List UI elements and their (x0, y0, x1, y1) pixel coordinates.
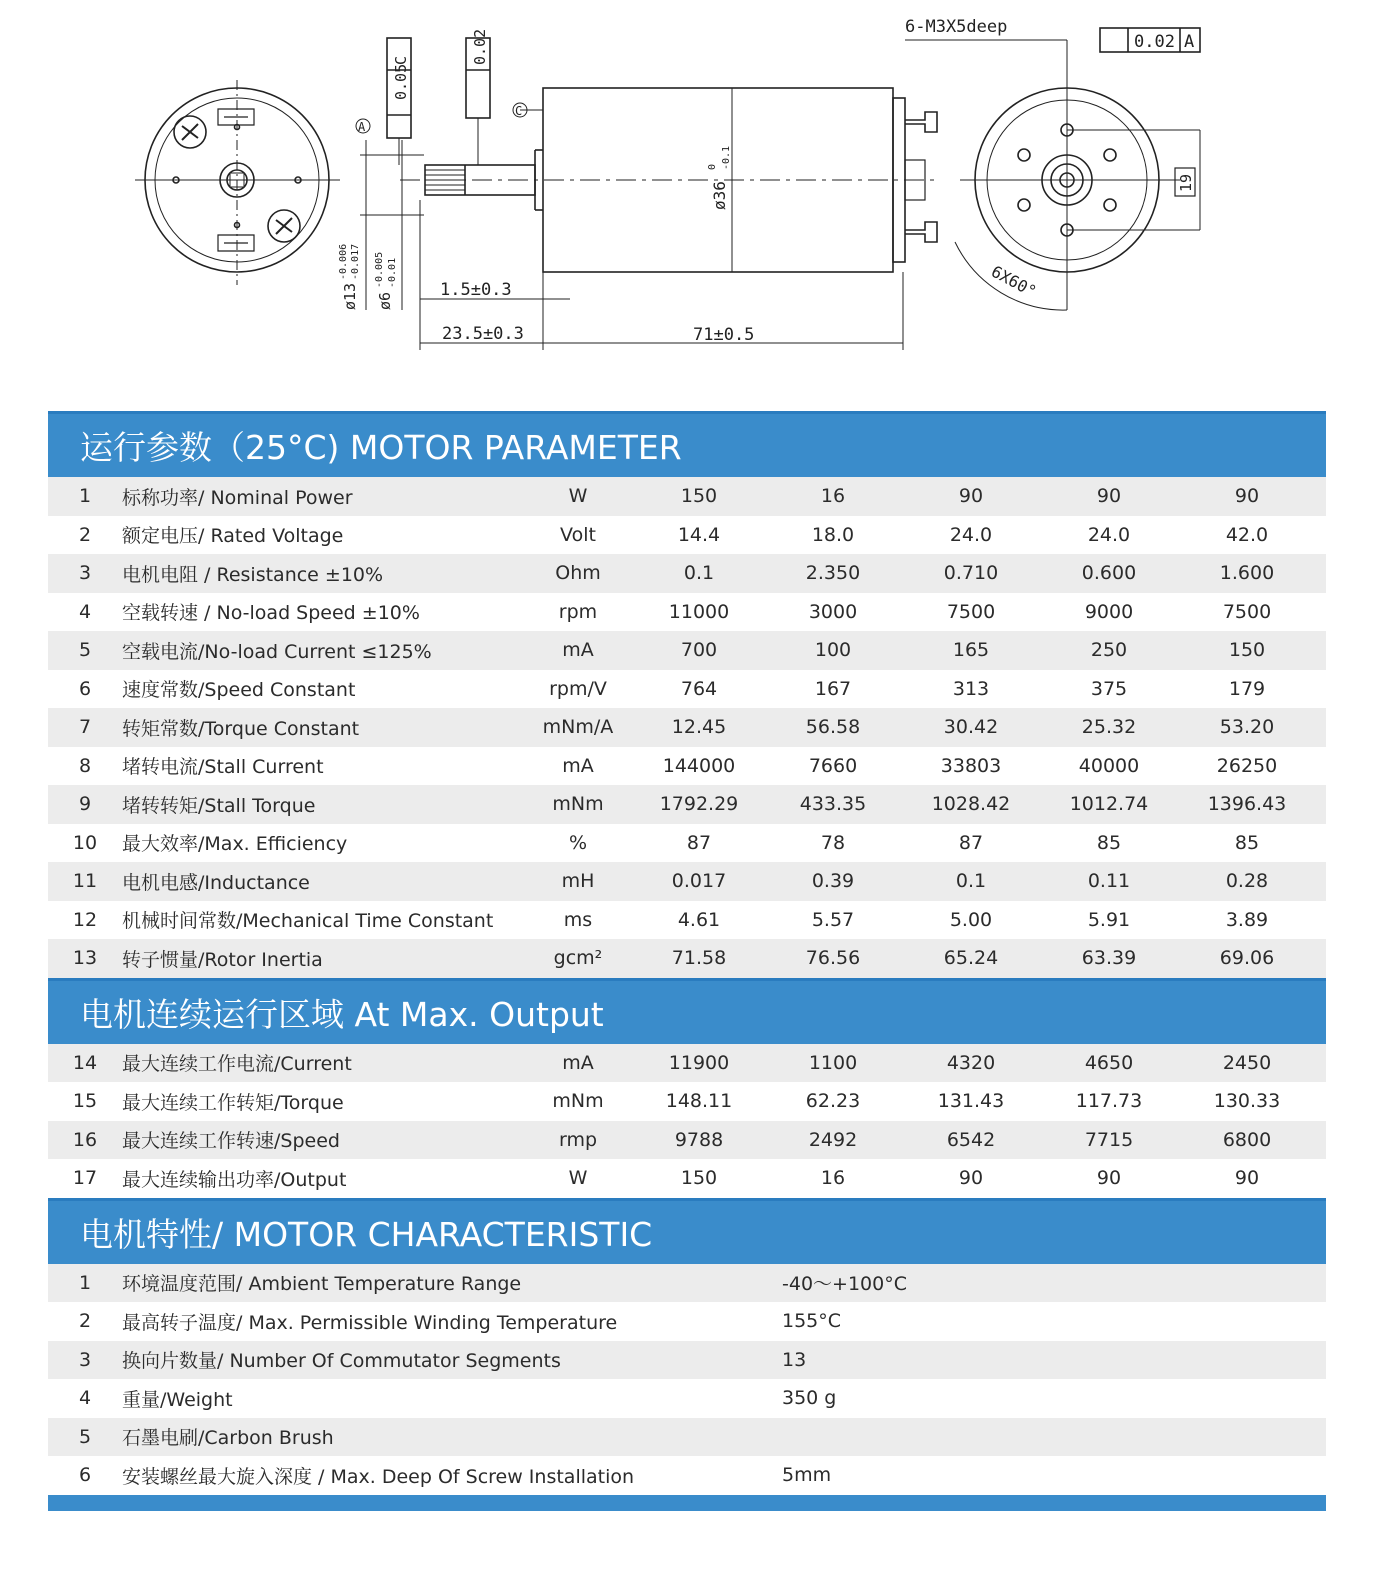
row-value: 350 g (782, 1387, 837, 1410)
row-value: 375 (1090, 677, 1128, 700)
dia-13-label: ø13 (341, 282, 359, 310)
row-value: 12.45 (671, 716, 727, 739)
row-unit: Ohm (555, 562, 601, 585)
row-value: 3000 (808, 600, 858, 623)
row-value: 14.4 (677, 523, 721, 546)
row-value: 40000 (1078, 754, 1140, 777)
row-value: 62.23 (805, 1090, 861, 1113)
row-value: 4320 (946, 1051, 996, 1074)
row-value: 24.0 (1087, 523, 1131, 546)
row-name: 空载电流/No-load Current ≤125% (122, 640, 432, 663)
motor-characteristic-header: 电机特性/ MOTOR CHARACTERISTIC (48, 1198, 1326, 1264)
row-name: 标称功率/ Nominal Power (122, 486, 353, 509)
row-value: 7500 (1222, 600, 1272, 623)
row-value: 63.39 (1081, 947, 1137, 970)
row-value: 9000 (1084, 600, 1134, 623)
table-row (48, 1082, 1326, 1121)
row-value: 131.43 (937, 1090, 1005, 1113)
row-number: 2 (78, 523, 92, 546)
motor-technical-drawing (120, 10, 1250, 360)
row-value: 0.11 (1087, 870, 1131, 893)
row-value: 13 (782, 1348, 807, 1371)
row-value: 179 (1228, 677, 1266, 700)
row-value: 78 (820, 831, 846, 854)
row-value: 11000 (668, 600, 730, 623)
row-unit: rpm (558, 600, 598, 623)
row-value: 7715 (1084, 1128, 1134, 1151)
row-name: 堵转电流/Stall Current (122, 756, 324, 779)
motor-parameter-rows (48, 477, 1326, 978)
datum-c-box-label: C (392, 55, 410, 65)
row-unit: mNm (552, 1090, 604, 1113)
row-value: 155°C (782, 1310, 842, 1333)
row-value: 1792.29 (659, 793, 739, 816)
row-name: 堵转转矩/Stall Torque (122, 794, 316, 817)
row-value: 2450 (1222, 1051, 1272, 1074)
row-number: 6 (78, 677, 92, 700)
datum-a-label: A (1184, 32, 1195, 52)
row-value: 90 (1096, 485, 1122, 508)
table-row (48, 747, 1326, 786)
row-value: 433.35 (799, 793, 867, 816)
row-value: 90 (958, 485, 984, 508)
row-value: 69.06 (1219, 947, 1275, 970)
row-value: 2.350 (805, 562, 861, 585)
table-row (48, 1121, 1326, 1160)
row-value: 90 (1234, 1167, 1260, 1190)
row-unit: mNm/A (542, 716, 614, 739)
row-number: 3 (78, 562, 92, 585)
table-row (48, 939, 1326, 978)
row-value: 18.0 (811, 523, 855, 546)
row-value: 30.42 (943, 716, 999, 739)
row-value: 2492 (808, 1128, 858, 1151)
row-unit: rmp (558, 1128, 598, 1151)
row-name: 最大连续工作转矩/Torque (122, 1091, 344, 1114)
row-value: 3.89 (1225, 908, 1269, 931)
row-value: 0.017 (671, 870, 727, 893)
row-value: 150 (680, 485, 718, 508)
row-value: 90 (1096, 1167, 1122, 1190)
row-number: 17 (72, 1167, 98, 1190)
row-value: 0.1 (683, 562, 715, 585)
row-value: 7660 (808, 754, 858, 777)
row-number: 15 (72, 1090, 98, 1113)
row-number: 7 (78, 716, 92, 739)
row-value: 87 (686, 831, 712, 854)
table-row (48, 785, 1326, 824)
row-value: 0.710 (943, 562, 999, 585)
motor-characteristic-rows (48, 1264, 1326, 1495)
table-row (48, 708, 1326, 747)
row-value: 6800 (1222, 1128, 1272, 1151)
body-diameter-label: ø36 (710, 181, 729, 210)
row-value: 9788 (674, 1128, 724, 1151)
row-value: 71.58 (671, 947, 727, 970)
row-value: 1012.74 (1069, 793, 1149, 816)
row-value: 0.39 (811, 870, 855, 893)
row-value: 90 (1234, 485, 1260, 508)
row-name: 额定电压/ Rated Voltage (122, 525, 344, 548)
table-row (48, 1456, 1326, 1495)
row-value: 90 (958, 1167, 984, 1190)
row-number: 5 (78, 1425, 92, 1448)
row-value: 53.20 (1219, 716, 1275, 739)
footer-bar (48, 1495, 1326, 1511)
row-value: 167 (814, 677, 852, 700)
dia-13-tol-up: -0.006 (338, 243, 349, 280)
dia-6-tol-up: -0.005 (374, 251, 385, 288)
row-unit: mA (562, 1051, 594, 1074)
row-name: 电机电感/Inductance (122, 871, 310, 894)
row-value: 16 (820, 485, 846, 508)
row-value: 5mm (782, 1464, 832, 1487)
row-name: 空载转速 / No-load Speed ±10% (122, 602, 420, 625)
row-number: 13 (72, 947, 98, 970)
row-value: 130.33 (1213, 1090, 1281, 1113)
row-name: 重量/Weight (122, 1388, 233, 1411)
table-row (48, 670, 1326, 709)
row-value: 5.57 (811, 908, 855, 931)
row-number: 4 (78, 1387, 92, 1410)
row-name: 最大连续输出功率/Output (122, 1168, 347, 1191)
datum-c-mark: C (515, 104, 523, 118)
max-output-header: 电机连续运行区域 At Max. Output (48, 978, 1326, 1044)
row-value: 4650 (1084, 1051, 1134, 1074)
row-value: 11900 (668, 1051, 730, 1074)
row-unit: W (568, 485, 588, 508)
row-value: 0.600 (1081, 562, 1137, 585)
dim-19-label: 19 (1177, 173, 1195, 192)
row-name: 环境温度范围/ Ambient Temperature Range (122, 1273, 522, 1296)
row-name: 转子惯量/Rotor Inertia (122, 948, 323, 971)
row-value: 7500 (946, 600, 996, 623)
row-value: 1.600 (1219, 562, 1275, 585)
table-row (48, 593, 1326, 632)
table-row (48, 1341, 1326, 1380)
row-number: 16 (72, 1128, 98, 1151)
row-name: 安装螺丝最大旋入深度 / Max. Deep Of Screw Installation (122, 1465, 635, 1488)
row-unit: mA (562, 639, 594, 662)
row-unit: ms (563, 908, 593, 931)
body-diameter-tol-low: -0.1 (721, 145, 732, 170)
row-value: 33803 (940, 754, 1002, 777)
row-name: 电机电阻 / Resistance ±10% (122, 563, 384, 586)
row-value: 5.00 (949, 908, 993, 931)
row-name: 石墨电刷/Carbon Brush (122, 1427, 334, 1450)
row-unit: gcm² (553, 947, 603, 970)
row-number: 8 (78, 754, 92, 777)
row-number: 9 (78, 793, 92, 816)
row-value: 5.91 (1087, 908, 1131, 931)
table-row (48, 1044, 1326, 1083)
thread-label: 6-M3X5deep (905, 17, 1008, 37)
row-number: 2 (78, 1310, 92, 1333)
row-value: 56.58 (805, 716, 861, 739)
table-row (48, 1379, 1326, 1418)
row-unit: mH (561, 870, 595, 893)
row-value: 6542 (946, 1128, 996, 1151)
table-row (48, 1418, 1326, 1457)
row-number: 1 (78, 485, 92, 508)
row-value: 26250 (1216, 754, 1278, 777)
row-name: 换向片数量/ Number Of Commutator Segments (122, 1350, 561, 1373)
row-unit: W (568, 1167, 588, 1190)
row-value: 100 (814, 639, 852, 662)
spec-table (48, 411, 1326, 1511)
row-value: 117.73 (1075, 1090, 1143, 1113)
row-value: 85 (1234, 831, 1260, 854)
motor-parameter-header: 运行参数（25°C) MOTOR PARAMETER (48, 411, 1326, 477)
max-output-rows (48, 1044, 1326, 1198)
table-row (48, 477, 1326, 516)
row-value: 1028.42 (931, 793, 1011, 816)
row-value: 0.1 (955, 870, 987, 893)
dim-1-5-label: 1.5±0.3 (440, 280, 512, 300)
table-row (48, 824, 1326, 863)
row-value: 150 (680, 1167, 718, 1190)
dim-71-label: 71±0.5 (693, 325, 755, 345)
row-value: 4.61 (677, 908, 721, 931)
position-tolerance-label: 0.02 (1134, 32, 1175, 52)
row-unit: rpm/V (549, 677, 607, 700)
row-value: 25.32 (1081, 716, 1137, 739)
row-value: 1100 (808, 1051, 858, 1074)
row-number: 5 (78, 639, 92, 662)
row-value: 148.11 (665, 1090, 733, 1113)
row-name: 机械时间常数/Mechanical Time Constant (122, 910, 494, 933)
row-number: 6 (78, 1464, 92, 1487)
table-row (48, 631, 1326, 670)
dia-6-tol-low: -0.01 (387, 257, 398, 288)
row-value: 313 (952, 677, 990, 700)
row-value: 764 (680, 677, 718, 700)
table-row (48, 862, 1326, 901)
table-row (48, 1264, 1326, 1303)
row-name: 转矩常数/Torque Constant (122, 717, 360, 740)
row-value: 85 (1096, 831, 1122, 854)
row-value: 65.24 (943, 947, 999, 970)
row-value: 76.56 (805, 947, 861, 970)
row-unit: % (568, 831, 588, 854)
angle-label: 6X60° (988, 261, 1040, 302)
datum-a-mark: A (358, 120, 366, 134)
row-number: 1 (78, 1271, 92, 1294)
row-value: 250 (1090, 639, 1128, 662)
runout-label: 0.02 (471, 28, 489, 65)
row-unit: mA (562, 754, 594, 777)
row-value: 150 (1228, 639, 1266, 662)
perpendicularity-label: 0.05 (392, 63, 410, 100)
row-unit: Volt (560, 523, 596, 546)
dia-6-label: ø6 (376, 291, 394, 310)
row-name: 最大连续工作转速/Speed (122, 1130, 340, 1153)
body-diameter-tol-up: 0 (707, 163, 718, 170)
table-row (48, 1302, 1326, 1341)
row-value: 165 (952, 639, 990, 662)
row-number: 12 (72, 908, 98, 931)
row-value: 700 (680, 639, 718, 662)
row-number: 11 (72, 870, 98, 893)
row-value: 24.0 (949, 523, 993, 546)
row-number: 10 (72, 831, 98, 854)
table-row (48, 554, 1326, 593)
row-value: -40～+100°C (782, 1273, 907, 1296)
row-number: 14 (72, 1051, 98, 1074)
row-number: 4 (78, 600, 92, 623)
row-value: 87 (958, 831, 984, 854)
dim-23-5-label: 23.5±0.3 (442, 324, 524, 344)
row-value: 0.28 (1225, 870, 1269, 893)
row-name: 最大连续工作电流/Current (122, 1053, 352, 1076)
row-name: 最高转子温度/ Max. Permissible Winding Temperature (122, 1311, 618, 1334)
row-value: 1396.43 (1207, 793, 1287, 816)
row-value: 144000 (662, 754, 736, 777)
row-name: 速度常数/Speed Constant (122, 679, 356, 702)
table-row (48, 516, 1326, 555)
row-value: 42.0 (1225, 523, 1269, 546)
table-row (48, 901, 1326, 940)
dia-13-tol-low: -0.017 (350, 243, 361, 280)
table-row (48, 1159, 1326, 1198)
row-name: 最大效率/Max. Efficiency (122, 833, 348, 856)
row-unit: mNm (552, 793, 604, 816)
row-value: 16 (820, 1167, 846, 1190)
row-number: 3 (78, 1348, 92, 1371)
